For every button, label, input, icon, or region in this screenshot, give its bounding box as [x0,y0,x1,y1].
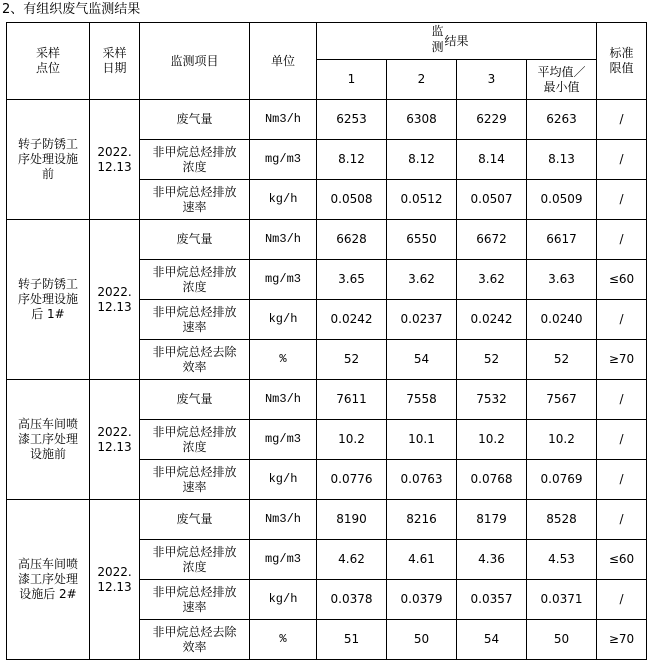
header-date: 采样 日期 [90,23,140,100]
table-row [7,220,647,260]
average-value: 7567 [527,380,597,420]
run-2-value: 6550 [387,220,457,260]
unit: Nm3/h [250,380,317,420]
sampling-date: 2022. 12.13 [90,220,140,380]
run-1-value: 0.0776 [317,460,387,500]
run-3-value: 0.0507 [457,180,527,220]
standard-limit: / [597,580,647,620]
average-value: 0.0240 [527,300,597,340]
unit: kg/h [250,580,317,620]
unit: kg/h [250,180,317,220]
standard-limit: ≥70 [597,620,647,660]
sampling-site: 转子防锈工 序处理设施 前 [7,100,90,220]
standard-limit: ≥70 [597,340,647,380]
monitoring-item: 非甲烷总烃排放 浓度 [140,260,250,300]
run-3-value: 10.2 [457,420,527,460]
average-value: 50 [527,620,597,660]
sampling-site: 高压车间喷 漆工序处理 设施前 [7,380,90,500]
monitoring-item: 非甲烷总烃排放 浓度 [140,140,250,180]
header-run-1: 1 [317,60,387,100]
header-results [317,23,597,60]
header-site: 采样 点位 [7,23,90,100]
header-run-2: 2 [387,60,457,100]
run-2-value: 8.12 [387,140,457,180]
run-1-value: 0.0242 [317,300,387,340]
header-unit: 单位 [250,23,317,100]
header-limit: 标准 限值 [597,23,647,100]
run-2-value: 8216 [387,500,457,540]
average-value: 8.13 [527,140,597,180]
monitoring-item: 废气量 [140,380,250,420]
table-row [7,380,647,420]
standard-limit: / [597,180,647,220]
unit: Nm3/h [250,500,317,540]
monitoring-item: 废气量 [140,500,250,540]
standard-limit: / [597,380,647,420]
monitoring-item: 非甲烷总烃排放 速率 [140,580,250,620]
run-2-value: 54 [387,340,457,380]
run-3-value: 0.0242 [457,300,527,340]
sampling-date: 2022. 12.13 [90,500,140,660]
unit: kg/h [250,460,317,500]
standard-limit: / [597,420,647,460]
standard-limit: / [597,100,647,140]
run-1-value: 0.0378 [317,580,387,620]
run-3-value: 4.36 [457,540,527,580]
standard-limit: / [597,300,647,340]
run-1-value: 8.12 [317,140,387,180]
header-item: 监测项目 [140,23,250,100]
monitoring-item: 非甲烷总烃排放 浓度 [140,420,250,460]
run-1-value: 6253 [317,100,387,140]
table-row [7,100,647,140]
average-value: 0.0769 [527,460,597,500]
header-run-3: 3 [457,60,527,100]
average-value: 6617 [527,220,597,260]
unit: kg/h [250,300,317,340]
monitoring-item: 非甲烷总烃去除 效率 [140,620,250,660]
header-results-ce: 测 [431,39,444,54]
standard-limit: / [597,220,647,260]
average-value: 0.0371 [527,580,597,620]
header-results-jian: 监 [431,23,444,38]
run-3-value: 6672 [457,220,527,260]
run-1-value: 3.65 [317,260,387,300]
run-1-value: 8190 [317,500,387,540]
sampling-date: 2022. 12.13 [90,100,140,220]
run-2-value: 6308 [387,100,457,140]
run-3-value: 54 [457,620,527,660]
header-row-1 [7,23,647,60]
header-results-label [431,23,469,54]
monitoring-item: 废气量 [140,220,250,260]
average-value: 3.63 [527,260,597,300]
unit: Nm3/h [250,100,317,140]
run-1-value: 6628 [317,220,387,260]
run-2-value: 0.0763 [387,460,457,500]
average-value: 6263 [527,100,597,140]
table-row [7,500,647,540]
run-2-value: 4.61 [387,540,457,580]
run-1-value: 10.2 [317,420,387,460]
monitoring-item: 非甲烷总烃排放 浓度 [140,540,250,580]
section-heading: 2、有组织废气监测结果 [2,2,141,17]
monitoring-item: 非甲烷总烃排放 速率 [140,460,250,500]
run-1-value: 51 [317,620,387,660]
unit: mg/m3 [250,420,317,460]
table-body [7,23,647,660]
run-2-value: 7558 [387,380,457,420]
standard-limit: / [597,460,647,500]
standard-limit: / [597,140,647,180]
run-3-value: 8.14 [457,140,527,180]
run-1-value: 4.62 [317,540,387,580]
run-2-value: 10.1 [387,420,457,460]
exhaust-monitoring-table [6,22,647,660]
run-3-value: 3.62 [457,260,527,300]
standard-limit: / [597,500,647,540]
standard-limit: ≤60 [597,540,647,580]
average-value: 8528 [527,500,597,540]
run-2-value: 50 [387,620,457,660]
run-1-value: 52 [317,340,387,380]
average-value: 52 [527,340,597,380]
run-2-value: 3.62 [387,260,457,300]
unit: Nm3/h [250,220,317,260]
average-value: 10.2 [527,420,597,460]
monitoring-item: 非甲烷总烃排放 速率 [140,180,250,220]
unit: % [250,340,317,380]
header-average: 平均值／ 最小值 [527,60,597,100]
run-2-value: 0.0512 [387,180,457,220]
sampling-site: 转子防锈工 序处理设施 后 1# [7,220,90,380]
run-3-value: 0.0357 [457,580,527,620]
run-1-value: 7611 [317,380,387,420]
standard-limit: ≤60 [597,260,647,300]
unit: mg/m3 [250,260,317,300]
monitoring-item: 废气量 [140,100,250,140]
run-2-value: 0.0379 [387,580,457,620]
unit: mg/m3 [250,540,317,580]
sampling-site: 高压车间喷 漆工序处理 设施后 2# [7,500,90,660]
unit: mg/m3 [250,140,317,180]
run-3-value: 0.0768 [457,460,527,500]
run-3-value: 6229 [457,100,527,140]
run-2-value: 0.0237 [387,300,457,340]
average-value: 0.0509 [527,180,597,220]
run-3-value: 52 [457,340,527,380]
monitoring-item: 非甲烷总烃去除 效率 [140,340,250,380]
run-1-value: 0.0508 [317,180,387,220]
sampling-date: 2022. 12.13 [90,380,140,500]
run-3-value: 8179 [457,500,527,540]
header-results-rest: 结果 [444,33,469,48]
average-value: 4.53 [527,540,597,580]
monitoring-item: 非甲烷总烃排放 速率 [140,300,250,340]
run-3-value: 7532 [457,380,527,420]
unit: % [250,620,317,660]
